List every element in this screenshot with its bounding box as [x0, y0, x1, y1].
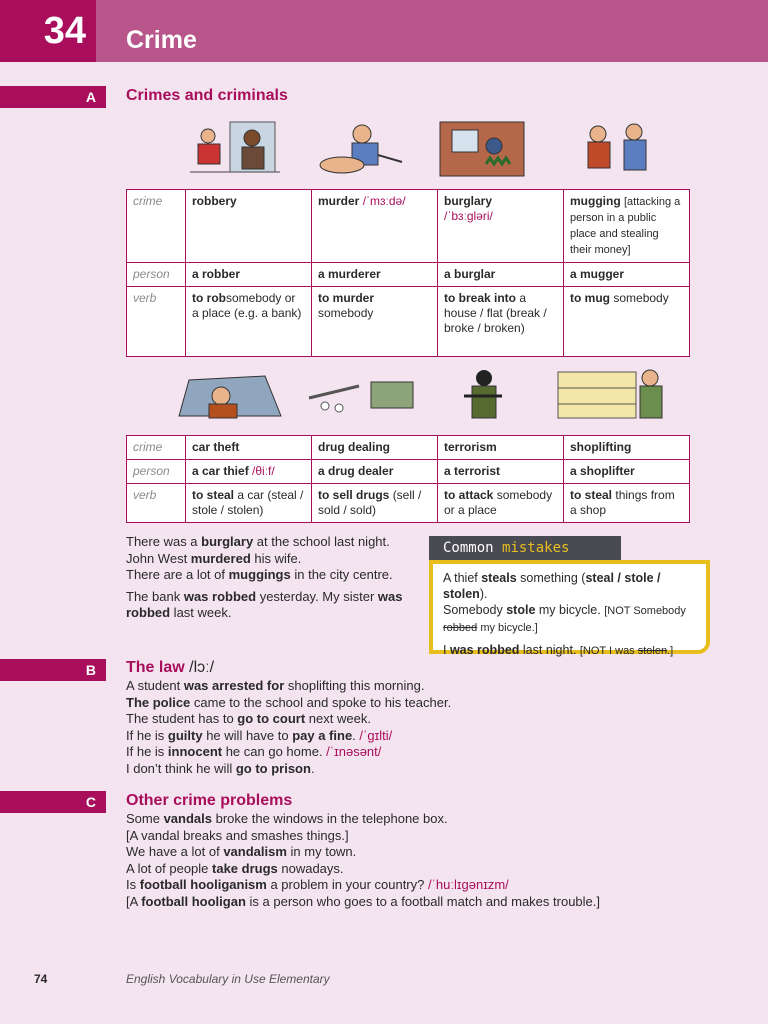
table-cell: a burglar — [438, 263, 564, 287]
table-cell: a mugger — [564, 263, 690, 287]
mistake-line: Somebody stole my bicycle. [NOT Somebody robbed my bicycle.] — [443, 603, 686, 634]
burglary-picture — [436, 120, 532, 180]
crimes-table-2 — [126, 435, 690, 523]
text-line: We have a lot of vandalism in my town. — [126, 844, 357, 860]
table-cell: to steal a car (steal / stole / stolen) — [186, 484, 312, 523]
unit-header-bar — [0, 0, 768, 62]
example-line: There are a lot of muggings in the city centre. — [126, 567, 393, 583]
text-line: Is football hooliganism a problem in your country? /ˈhuːlɪgənɪzm/ — [126, 877, 509, 893]
mistake-line: A thief steals something (steal / stole / stolen). — [443, 571, 661, 601]
car-theft-picture — [175, 366, 285, 422]
table-cell: to attack somebody or a place — [438, 484, 564, 523]
table-cell: a car thief /θiːf/ — [186, 460, 312, 484]
terrorism-picture — [462, 366, 506, 426]
drug-dealing-picture — [305, 378, 417, 414]
table-cell: a terrorist — [438, 460, 564, 484]
row-label-verb: verb — [127, 287, 186, 357]
row-label-crime: crime — [127, 190, 186, 263]
table-cell: to mug somebody — [564, 287, 690, 357]
section-b-tab: B — [0, 659, 106, 681]
unit-title: Crime — [126, 26, 197, 54]
table-cell: terrorism — [438, 436, 564, 460]
text-line: The student has to go to court next week. — [126, 711, 371, 727]
text-line: Some vandals broke the windows in the telephone box. — [126, 811, 448, 826]
section-b-title: The law /lɔː/ — [126, 659, 215, 676]
text-line: [A football hooligan is a person who goes to a football match and makes trouble.] — [126, 893, 600, 909]
section-b-text — [126, 678, 451, 778]
example-line: The bank was robbed yesterday. My sister was — [126, 588, 403, 604]
table-cell: car theft — [186, 436, 312, 460]
common-mistakes-box — [429, 560, 710, 657]
example-line: John West murdered his wife. — [126, 550, 302, 566]
table-cell: murder /ˈmɜːdə/ — [312, 190, 438, 263]
common-mistakes-heading: Common mistakes — [429, 536, 621, 560]
text-line: A lot of people take drugs nowadays. — [126, 860, 344, 876]
text-line: If he is guilty he will have to pay a fine. /ˈgɪlti/ — [126, 727, 393, 743]
example-line: There was a burglary at the school last night. — [126, 534, 390, 549]
page-number: 74 — [34, 972, 48, 986]
table-cell: burglary /ˈbɜːgləri/ — [438, 190, 564, 263]
text-line: A student was arrested for shoplifting this morning. — [126, 678, 425, 693]
table-cell: to steal things from a shop — [564, 484, 690, 523]
mistake-line: I was robbed last night. [NOT I was stolen.] — [443, 643, 674, 657]
text-line: If he is innocent he can go home. /ˈɪnəsənt/ — [126, 744, 382, 760]
table-cell: to sell drugs (sell / sold / sold) — [312, 484, 438, 523]
row-label-person: person — [127, 263, 186, 287]
table-cell: mugging [attacking a person in a public place and stealing their money] — [564, 190, 690, 263]
section-a-title: Crimes and criminals — [126, 87, 288, 104]
table-cell: shoplifting — [564, 436, 690, 460]
section-a-tab: A — [0, 86, 106, 108]
table-cell: to break into a house / flat (break / broke / broken) — [438, 287, 564, 357]
crimes-table-1 — [126, 189, 690, 357]
row-label-verb: verb — [127, 484, 186, 523]
mugging-picture — [566, 120, 662, 180]
section-c-title: Other crime problems — [126, 792, 293, 809]
section-c-text — [126, 811, 600, 911]
table-cell: a murderer — [312, 263, 438, 287]
text-line: I don’t think he will go to prison. — [126, 760, 315, 776]
table-cell: a drug dealer — [312, 460, 438, 484]
table-cell: a robber — [186, 263, 312, 287]
unit-number: 34 — [0, 0, 96, 62]
section-a-examples — [126, 534, 403, 622]
row-label-person: person — [127, 460, 186, 484]
section-c-tab: C — [0, 791, 106, 813]
text-line: The police came to the school and spoke to his teacher. — [126, 694, 452, 710]
example-line: robbed last week. — [126, 605, 232, 621]
shoplifting-picture — [556, 366, 676, 422]
table-cell: a shoplifter — [564, 460, 690, 484]
table-cell: to murder somebody — [312, 287, 438, 357]
row-label-crime: crime — [127, 436, 186, 460]
table-cell: drug dealing — [312, 436, 438, 460]
table-cell: to robsomebody or a place (e.g. a bank) — [186, 287, 312, 357]
text-line: [A vandal breaks and smashes things.] — [126, 827, 349, 843]
table-cell: robbery — [186, 190, 312, 263]
book-title: English Vocabulary in Use Elementary — [126, 972, 330, 986]
robbery-picture — [190, 120, 280, 180]
murder-picture — [312, 120, 408, 180]
